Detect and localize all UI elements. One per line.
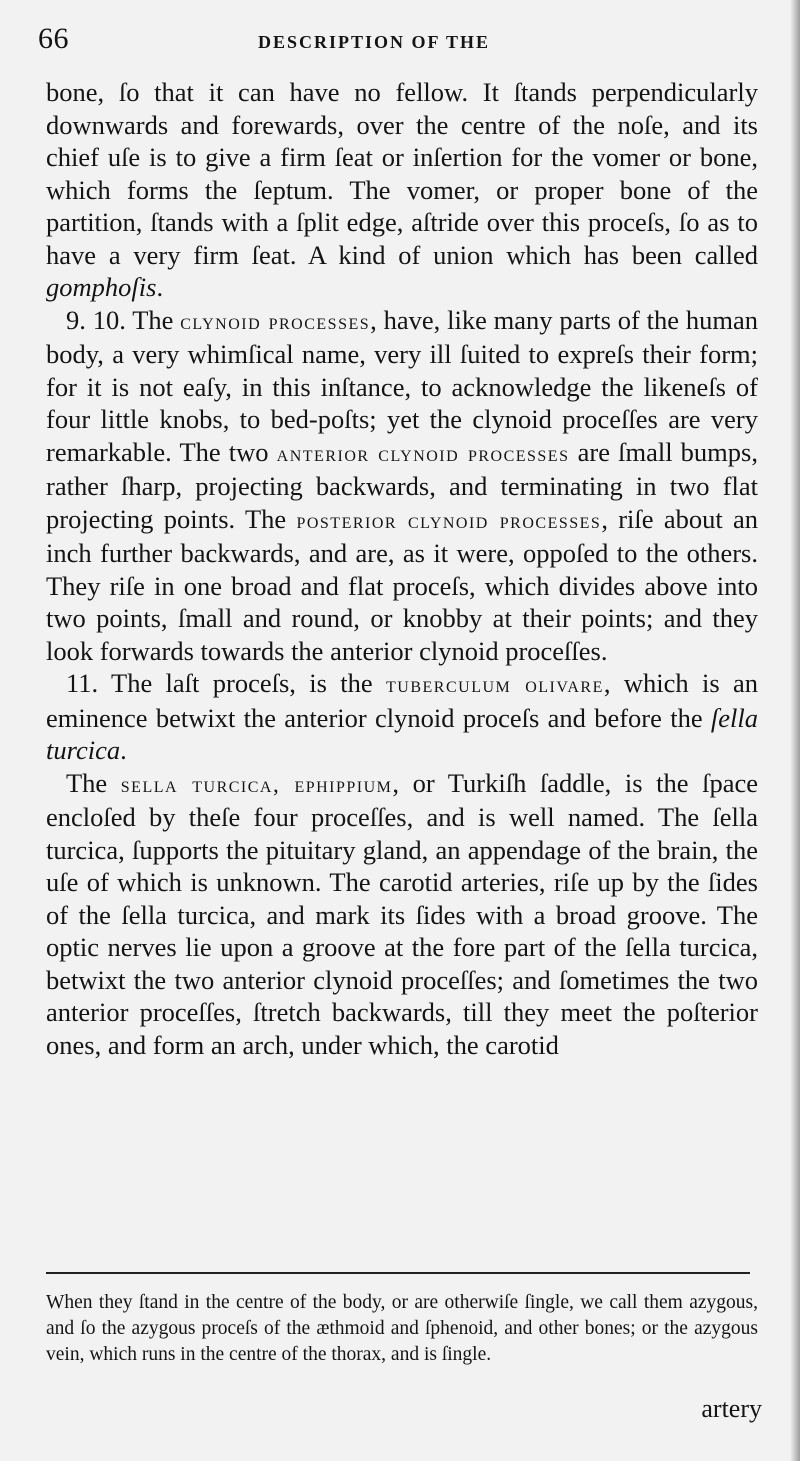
term-sella-turcica: ſella turcica: [46, 702, 758, 765]
footnote-divider: [46, 1272, 750, 1274]
page-edge-shadow: [790, 0, 800, 1461]
page-number: 66: [38, 22, 69, 55]
paragraph-1: [46, 76, 758, 304]
term-posterior-clynoid: posterior clynoid processes: [296, 507, 602, 533]
paragraph-2-start: 9. 10. The: [66, 304, 181, 335]
paragraph-2-mid-2: are ſmall bumps, rather ſharp, projecting backwards, and terminating in two flat projecting points. The: [46, 436, 758, 534]
running-head: DESCRIPTION OF THE: [258, 32, 491, 52]
paragraph-3-mid: , which is an eminence betwixt the anterior clynoid proceſs and before the: [46, 668, 758, 733]
term-tuberculum-olivare: tuberculum olivare: [386, 672, 604, 697]
main-text: [46, 76, 758, 1061]
term-anterior-clynoid: anterior clynoid processes: [276, 440, 570, 466]
paragraph-3: [46, 667, 758, 767]
paragraph-4-start: The: [66, 767, 121, 798]
paragraph-3-end: .: [120, 735, 127, 765]
paragraph-1-text: bone, ſo that it can have no fellow. It ſtands perpendicularly downwards and forewards, over the centre of the noſe, and its chief uſe is to give a firm ſeat or inſertion for the vomer or bone, which forms the ſeptum. The vomer, or proper bone of the partition, ſtands with a ſplit edge, aſtride over this proceſs, ſo as to have a very firm ſeat. A kind of union which has been called: [46, 77, 758, 270]
footnote-text: When they ſtand in the centre of the body, or are otherwiſe ſingle, we call them azygous, and ſo the azygous proceſs of the æthmoid and ſphenoid, and other bones; or the azygous vein, which runs in the centre of the thorax, and is ſingle.: [46, 1292, 758, 1365]
paragraph-4-end: , or Turkiſh ſaddle, is the ſpace encloſed by theſe four proceſſes, and is well named. The ſella turcica, ſupports the pituitary gland, an appendage of the brain, the uſe of which is unknown. The carotid arteries, riſe up by the ſides of the ſella turcica, and mark its ſides with a broad groove. The optic nerves lie upon a groove at the fore part of the ſella turcica, betwixt the two anterior clynoid proceſſes; and ſometimes the two anterior proceſſes, ſtretch backwards, till they meet the poſterior ones, and form an arch, under which, the carotid: [46, 767, 758, 1060]
paragraph-2: [46, 304, 758, 668]
term-sella-turcica-ephippium: sella turcica, ephippium: [120, 771, 393, 797]
footnote: [46, 1290, 758, 1368]
paragraph-3-start: 11. The laſt proceſs, is the: [66, 668, 387, 698]
paragraph-4: [46, 767, 758, 1062]
term-gomphosis: gomphoſis: [46, 272, 157, 302]
paragraph-2-mid-1: , have, like many parts of the human body, a very whimſical name, very ill ſuited to expreſs their form; for it is not eaſy, in this inſtance, to acknowledge the likeneſs of four little knobs, to bed-poſts; yet the clynoid proceſſes are very remarkable. The two: [46, 304, 758, 467]
catchword: artery: [701, 1394, 762, 1423]
term-clynoid-processes: clynoid processes: [180, 308, 371, 334]
page-header: [38, 22, 758, 62]
paragraph-1-end: .: [156, 272, 164, 302]
paragraph-2-end: , riſe about an inch further backwards, and are, as it were, oppoſed to the others. They riſe in one broad and flat proceſs, which divides above into two points, ſmall and round, or knobby at their points; and they look forwards towards the anterior clynoid proceſſes.: [46, 503, 758, 666]
